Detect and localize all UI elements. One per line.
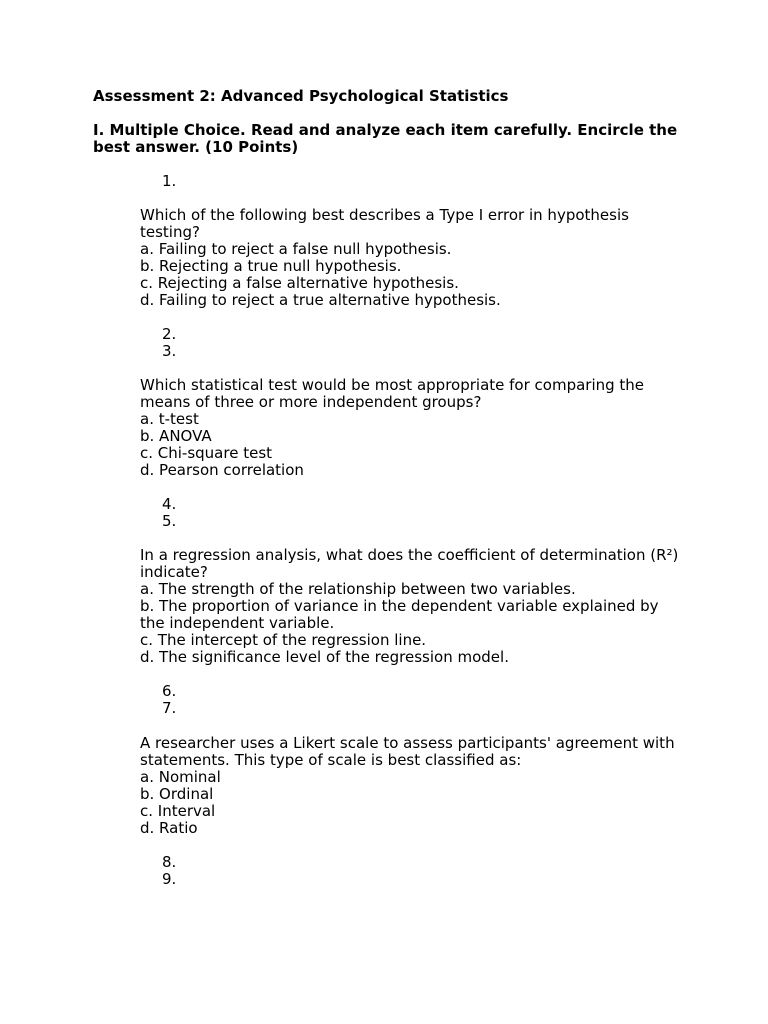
item-number: 4. — [162, 495, 177, 513]
answer-choice: b. Ordinal — [140, 785, 214, 803]
answer-choice: a. t-test — [140, 410, 199, 428]
answer-choice: a. Nominal — [140, 768, 221, 786]
question-block — [140, 377, 680, 479]
answer-choice: c. The intercept of the regression line. — [140, 631, 427, 649]
answer-choice: c. Interval — [140, 802, 216, 820]
item-number: 2. — [162, 325, 177, 343]
answer-choice: d. Pearson correlation — [140, 461, 304, 479]
answer-choice: a. The strength of the relationship between two variables. — [140, 580, 576, 598]
answer-choice: c. Chi-square test — [140, 444, 273, 462]
question-block — [140, 207, 680, 309]
answer-choice: d. Failing to reject a true alternative hypothesis. — [140, 291, 501, 309]
question-stem: Which of the following best describes a Type I error in hypothesis testing? — [140, 206, 629, 241]
item-number: 7. — [162, 699, 177, 717]
answer-choice: d. The significance level of the regression model. — [140, 648, 509, 666]
question-stem: Which statistical test would be most appropriate for comparing the means of three or more independent groups? — [140, 376, 645, 411]
document-title: Assessment 2: Advanced Psychological Statistics — [93, 87, 509, 105]
item-number: 5. — [162, 512, 177, 530]
answer-choice: c. Rejecting a false alternative hypothesis. — [140, 274, 459, 292]
item-number: 8. — [162, 853, 177, 871]
question-stem: In a regression analysis, what does the coefficient of determination (R²) indicate? — [140, 546, 679, 581]
section-instructions: I. Multiple Choice. Read and analyze each item carefully. Encircle the best answer. (10 Points) — [93, 121, 678, 156]
question-block — [140, 547, 680, 666]
answer-choice: d. Ratio — [140, 819, 198, 837]
answer-choice: b. The proportion of variance in the dependent variable explained by the independent variable. — [140, 597, 659, 632]
question-block — [140, 735, 680, 837]
item-number: 3. — [162, 342, 177, 360]
item-number: 9. — [162, 870, 177, 888]
item-number: 6. — [162, 682, 177, 700]
question-stem: A researcher uses a Likert scale to assess participants' agreement with statements. This type of scale is best classified as: — [140, 734, 675, 769]
answer-choice: b. ANOVA — [140, 427, 212, 445]
answer-choice: b. Rejecting a true null hypothesis. — [140, 257, 402, 275]
answer-choice: a. Failing to reject a false null hypothesis. — [140, 240, 452, 258]
item-number: 1. — [162, 172, 177, 190]
